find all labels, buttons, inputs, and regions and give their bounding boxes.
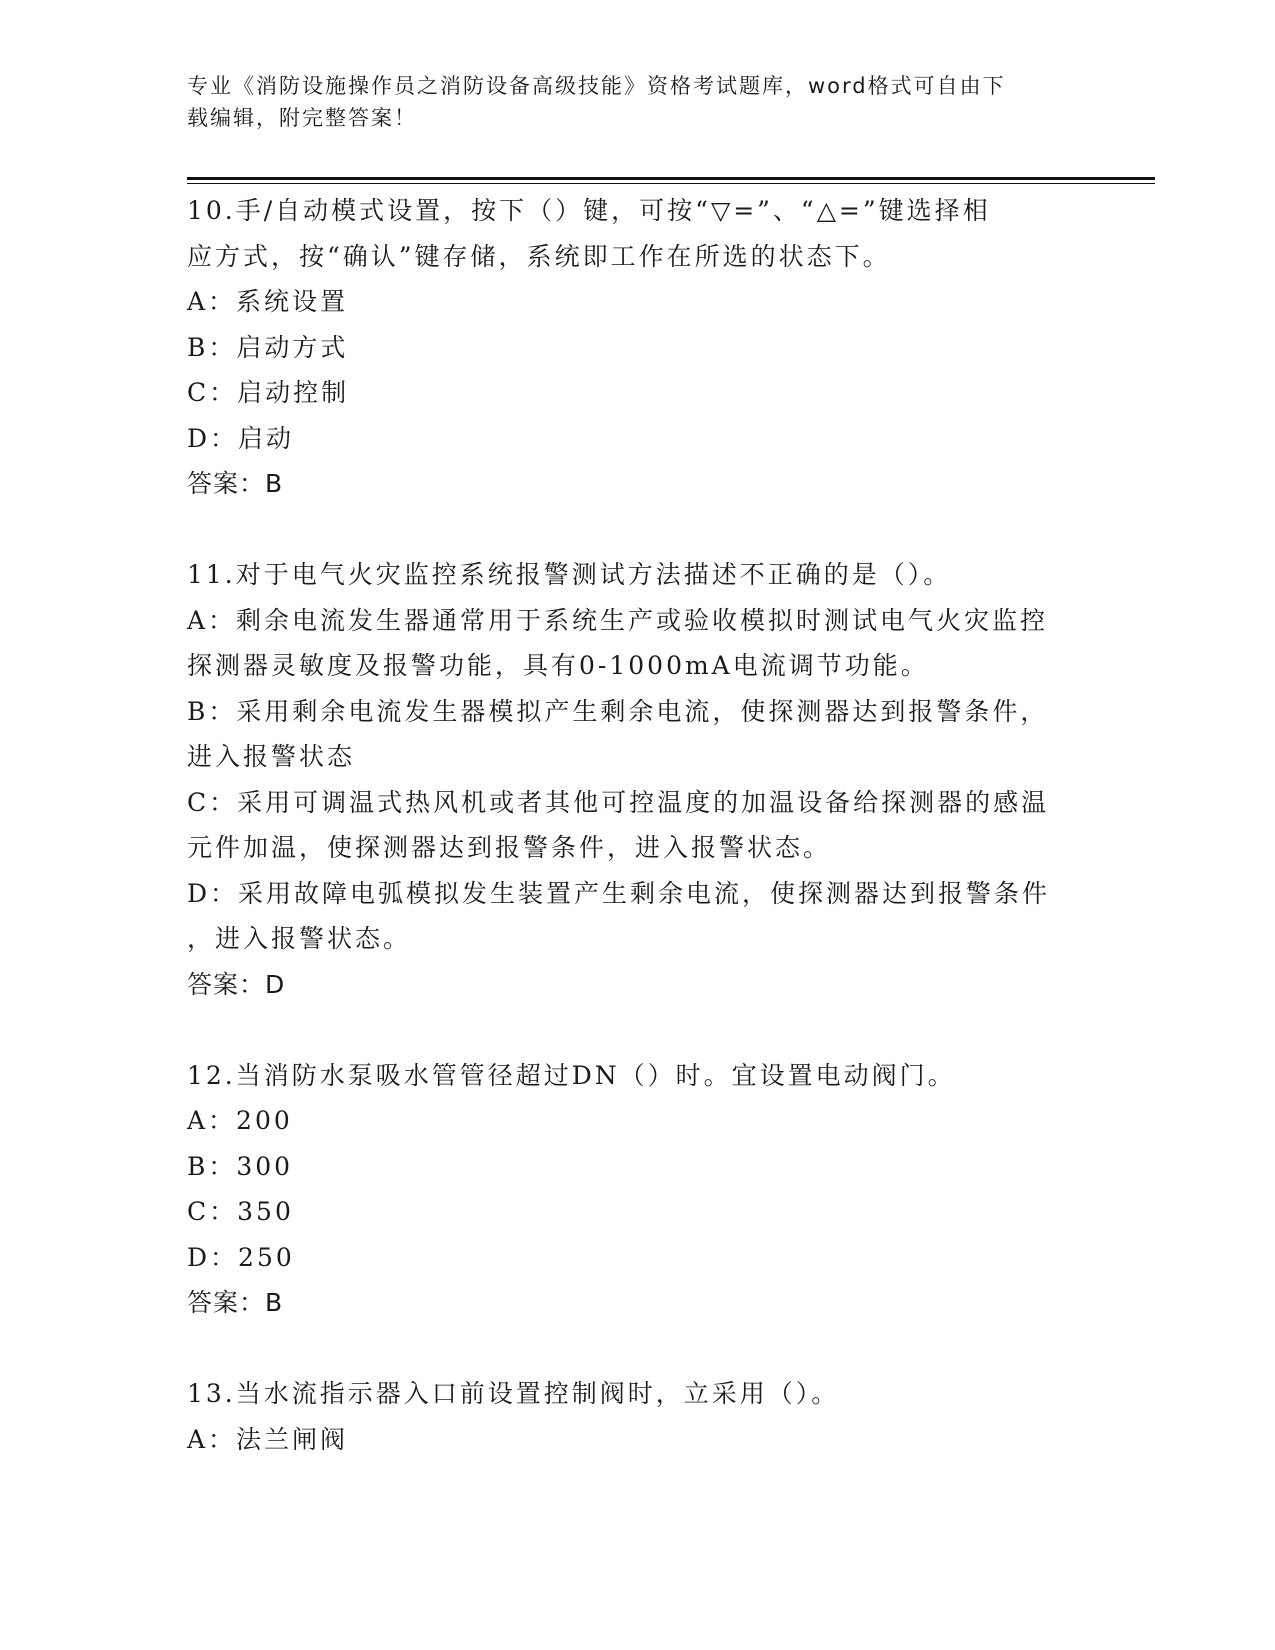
option-d: D：启动	[187, 423, 295, 453]
option-b-continued: 进入报警状态	[187, 742, 356, 771]
header-line-1: 专业《消防设施操作员之消防设备高级技能》资格考试题库，word格式可自由下	[187, 74, 1006, 98]
option-c: C：采用可调温式热风机或者其他可控温度的加温设备给探测器的感温	[187, 787, 1050, 817]
option-a: A：剩余电流发生器通常用于系统生产或验收模拟时测试电气火灾监控	[187, 605, 1049, 635]
option-a: A：系统设置	[187, 287, 349, 316]
answer-label: 答案：B	[187, 469, 284, 498]
option-b: B：采用剩余电流发生器模拟产生剩余电流，使探测器达到报警条件，	[187, 696, 1049, 726]
question-stem: 11.对于电气火灾监控系统报警测试方法描述不正确的是（）。	[187, 560, 952, 589]
header-line-2: 载编辑，附完整答案！	[187, 106, 417, 130]
question-13	[187, 1371, 1087, 1462]
header-rule-thick	[187, 177, 1155, 180]
spacer	[187, 1326, 1087, 1372]
question-stem: 10.手/自动模式设置，按下（）键，可按“▽=”、“△=”键选择相	[187, 196, 991, 225]
option-d: D：250	[187, 1242, 295, 1272]
question-stem: 12.当消防水泵吸水管管径超过DN（）时。宜设置电动阀门。	[187, 1060, 956, 1090]
spacer	[187, 507, 1087, 553]
question-stem: 应方式，按“确认”键存储，系统即工作在所选的状态下。	[187, 241, 891, 271]
option-b: B：启动方式	[187, 332, 349, 362]
answer-label: 答案：B	[187, 1288, 284, 1317]
option-d-continued: ，进入报警状态。	[187, 924, 412, 953]
option-c: C：350	[187, 1197, 294, 1226]
option-c: C：启动控制	[187, 378, 350, 407]
option-a-continued: 探测器灵敏度及报警功能，具有0-1000mA电流调节功能。	[187, 651, 929, 680]
question-10	[187, 188, 1087, 507]
option-b: B：300	[187, 1151, 294, 1181]
spacer	[187, 1007, 1087, 1053]
question-stem: 13.当水流指示器入口前设置控制阀时，立采用（）。	[187, 1379, 840, 1408]
question-11	[187, 552, 1087, 1007]
document-header	[187, 70, 1087, 134]
header-rule-thin	[187, 183, 1155, 184]
option-c-continued: 元件加温，使探测器达到报警条件，进入报警状态。	[187, 833, 832, 862]
question-list	[187, 188, 1087, 1462]
option-a: A：200	[187, 1106, 293, 1135]
answer-label: 答案：D	[187, 969, 286, 999]
question-12	[187, 1053, 1087, 1326]
option-a: A：法兰闸阀	[187, 1424, 349, 1454]
option-d: D：采用故障电弧模拟发生装置产生剩余电流，使探测器达到报警条件	[187, 878, 1051, 908]
